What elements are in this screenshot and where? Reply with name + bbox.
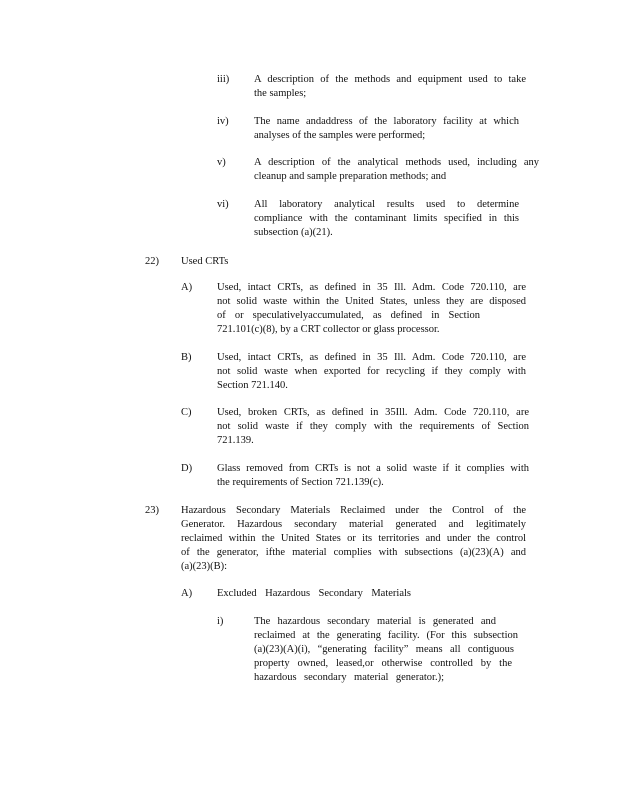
item-text-22d [217, 462, 529, 490]
item-heading-23a [217, 587, 411, 601]
item-label-23a: A) [181, 588, 193, 599]
text-line: not solid waste within the United States, unless they are disposed [217, 296, 526, 307]
item-text-v [254, 156, 539, 184]
item-text-23ai [254, 615, 518, 685]
text-line: The name andaddress of the laboratory facility at which [254, 116, 519, 127]
text-line: (a)(23)(A)(i), “generating facility” means all contiguous [254, 644, 514, 655]
text-line: Glass removed from CRTs is not a solid waste if it complies with [217, 463, 529, 474]
item-label-vi: vi) [217, 199, 229, 210]
item-label-22b: B) [181, 352, 192, 363]
item-text-iii [254, 73, 526, 101]
section-label-22: 22) [145, 256, 159, 267]
item-label-iii: iii) [217, 74, 230, 85]
text-line: reclaimed within the United States or its territories and under the control [181, 533, 526, 544]
section-text-23 [181, 504, 526, 574]
item-label-v: v) [217, 157, 226, 168]
item-text-22b [217, 351, 526, 393]
text-line: not solid waste if they comply with the requirements of Section [217, 421, 529, 432]
text-line: Excluded Hazardous Secondary Materials [217, 588, 411, 599]
text-line: subsection (a)(21). [254, 227, 333, 238]
text-line: 721.139. [217, 435, 254, 446]
text-line: The hazardous secondary material is generated and [254, 616, 496, 627]
text-line: reclaimed at the generating facility. (For this subsection [254, 630, 518, 641]
item-label-22d: D) [181, 463, 193, 474]
text-line: Hazardous Secondary Materials Reclaimed under the Control of the [181, 505, 526, 516]
text-line: of the generator, ifthe material complies with subsections (a)(23)(A) and [181, 547, 526, 558]
text-line: All laboratory analytical results used to determine [254, 199, 519, 210]
item-text-22c [217, 406, 529, 448]
item-label-22c: C) [181, 407, 192, 418]
section-heading-22 [181, 255, 381, 269]
text-line: of or speculativelyaccumulated, as defined in Section [217, 310, 480, 321]
text-line: cleanup and sample preparation methods; and [254, 171, 447, 182]
item-text-vi [254, 198, 519, 240]
text-line: the samples; [254, 88, 307, 99]
section-label-23: 23) [145, 505, 159, 516]
text-line: 721.101(c)(8), by a CRT collector or glass processor. [217, 324, 440, 335]
text-line: Section 721.140. [217, 380, 288, 391]
text-line: the requirements of Section 721.139(c). [217, 477, 384, 488]
text-line: analyses of the samples were performed; [254, 130, 426, 141]
text-line: not solid waste when exported for recycling if they comply with [217, 366, 526, 377]
text-line: Used, intact CRTs, as defined in 35 Ill. Adm. Code 720.110, are [217, 352, 526, 363]
item-text-iv [254, 115, 519, 143]
text-line: Used, broken CRTs, as defined in 35Ill. Adm. Code 720.110, are [217, 407, 529, 418]
item-text-22a [217, 281, 526, 337]
text-line: Used, intact CRTs, as defined in 35 Ill. Adm. Code 720.110, are [217, 282, 526, 293]
text-line: hazardous secondary material generator.); [254, 672, 444, 683]
item-label-22a: A) [181, 282, 193, 293]
text-line: property owned, leased,or otherwise controlled by the [254, 658, 512, 669]
text-line: A description of the methods and equipment used to take [254, 74, 526, 85]
text-line: compliance with the contaminant limits specified in this [254, 213, 519, 224]
item-label-23ai: i) [217, 616, 224, 627]
text-line: Generator. Hazardous secondary material generated and legitimately [181, 519, 526, 530]
text-line: Used CRTs [181, 256, 229, 267]
text-line: (a)(23)(B): [181, 561, 228, 572]
text-line: A description of the analytical methods used, including any [254, 157, 539, 168]
item-label-iv: iv) [217, 116, 229, 127]
